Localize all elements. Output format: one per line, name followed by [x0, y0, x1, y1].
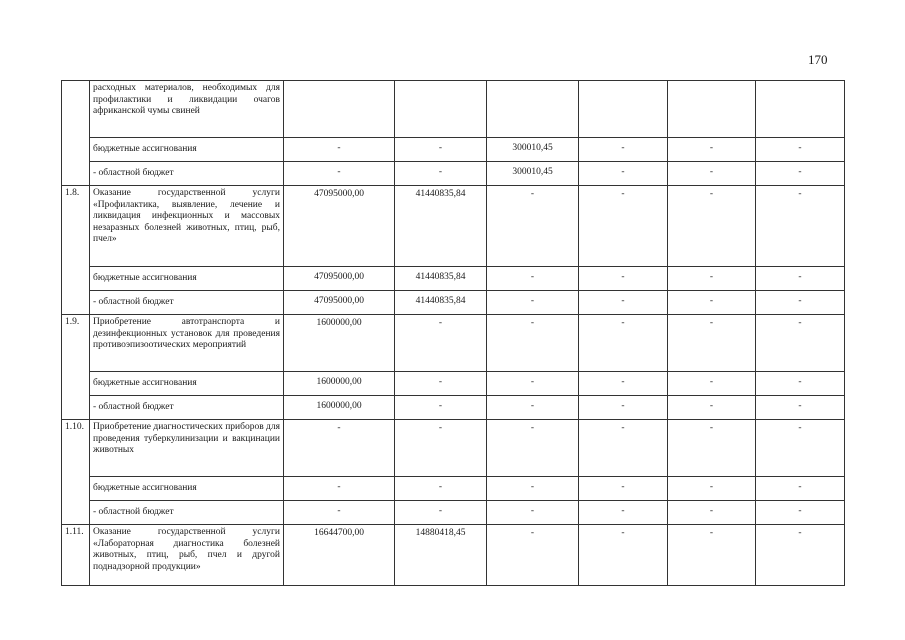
value-cell: -: [487, 501, 579, 525]
value-cell: -: [395, 138, 487, 162]
row-number: 1.11.: [62, 525, 90, 586]
value-cell: 1600000,00: [284, 372, 395, 396]
value-cell: [487, 81, 579, 138]
value-cell: 41440835,84: [395, 291, 487, 315]
row-number: 1.8.: [62, 186, 90, 315]
value-cell: -: [487, 372, 579, 396]
value-cell: 1600000,00: [284, 315, 395, 372]
value-cell: -: [579, 162, 668, 186]
value-cell: -: [487, 315, 579, 372]
value-cell: -: [487, 420, 579, 477]
table-row-sub: [62, 138, 845, 162]
budget-table: [61, 80, 845, 586]
value-cell: -: [756, 315, 845, 372]
funding-source: бюджетные ассигнования: [90, 138, 284, 162]
table-body: [62, 81, 845, 586]
funding-source: - областной бюджет: [90, 501, 284, 525]
value-cell: 1600000,00: [284, 396, 395, 420]
value-cell: -: [579, 138, 668, 162]
value-cell: 47095000,00: [284, 291, 395, 315]
value-cell: -: [395, 501, 487, 525]
table-row-sub: [62, 372, 845, 396]
value-cell: -: [284, 138, 395, 162]
value-cell: -: [579, 477, 668, 501]
row-number: [62, 81, 90, 186]
value-cell: [668, 81, 756, 138]
item-description: Оказание государственной услуги «Профилактика, выявление, лечение и ликвидация инфекционных и массовых незаразных болезней животных, птиц, рыб, пчел»: [90, 186, 284, 267]
value-cell: -: [487, 291, 579, 315]
table-row-sub: [62, 267, 845, 291]
value-cell: -: [579, 315, 668, 372]
value-cell: -: [284, 420, 395, 477]
value-cell: -: [395, 396, 487, 420]
value-cell: 47095000,00: [284, 186, 395, 267]
funding-source: бюджетные ассигнования: [90, 267, 284, 291]
value-cell: -: [487, 525, 579, 586]
value-cell: [284, 81, 395, 138]
value-cell: -: [395, 420, 487, 477]
value-cell: -: [756, 501, 845, 525]
value-cell: -: [668, 477, 756, 501]
funding-source: - областной бюджет: [90, 396, 284, 420]
table-row-item: [62, 186, 845, 267]
value-cell: 47095000,00: [284, 267, 395, 291]
item-description: расходных материалов, необходимых для профилактики и ликвидации очагов африканской чумы свиней: [90, 81, 284, 138]
value-cell: -: [756, 420, 845, 477]
value-cell: -: [487, 186, 579, 267]
table-row-sub: [62, 162, 845, 186]
value-cell: -: [756, 186, 845, 267]
value-cell: [579, 81, 668, 138]
value-cell: -: [487, 477, 579, 501]
value-cell: -: [756, 525, 845, 586]
table-row-item: [62, 525, 845, 586]
value-cell: 16644700,00: [284, 525, 395, 586]
row-number: 1.10.: [62, 420, 90, 525]
value-cell: 300010,45: [487, 162, 579, 186]
value-cell: -: [668, 186, 756, 267]
funding-source: бюджетные ассигнования: [90, 477, 284, 501]
value-cell: -: [487, 267, 579, 291]
value-cell: 41440835,84: [395, 267, 487, 291]
row-number: 1.9.: [62, 315, 90, 420]
value-cell: -: [756, 162, 845, 186]
value-cell: -: [668, 396, 756, 420]
value-cell: -: [579, 291, 668, 315]
value-cell: -: [756, 477, 845, 501]
value-cell: -: [668, 315, 756, 372]
value-cell: -: [668, 501, 756, 525]
value-cell: -: [579, 396, 668, 420]
value-cell: -: [487, 396, 579, 420]
value-cell: 300010,45: [487, 138, 579, 162]
value-cell: -: [579, 186, 668, 267]
value-cell: -: [668, 138, 756, 162]
item-description: Приобретение автотранспорта и дезинфекционных установок для проведения противоэпизоотических мероприятий: [90, 315, 284, 372]
value-cell: -: [756, 138, 845, 162]
table-row-item: [62, 81, 845, 138]
value-cell: -: [579, 525, 668, 586]
value-cell: -: [756, 267, 845, 291]
value-cell: -: [756, 291, 845, 315]
table-row-sub: [62, 291, 845, 315]
value-cell: [395, 81, 487, 138]
value-cell: -: [284, 477, 395, 501]
table-row-sub: [62, 501, 845, 525]
page-number: 170: [808, 52, 828, 67]
item-description: Оказание государственной услуги «Лабораторная диагностика болезней животных, птиц, рыб, пчел и другой поднадзорной продукции»: [90, 525, 284, 586]
funding-source: - областной бюджет: [90, 291, 284, 315]
value-cell: -: [395, 315, 487, 372]
funding-source: - областной бюджет: [90, 162, 284, 186]
value-cell: -: [284, 162, 395, 186]
value-cell: -: [668, 291, 756, 315]
table-row-sub: [62, 477, 845, 501]
funding-source: бюджетные ассигнования: [90, 372, 284, 396]
value-cell: -: [579, 501, 668, 525]
value-cell: [756, 81, 845, 138]
table-row-item: [62, 315, 845, 372]
value-cell: -: [756, 372, 845, 396]
value-cell: -: [395, 372, 487, 396]
value-cell: -: [395, 162, 487, 186]
value-cell: -: [395, 477, 487, 501]
value-cell: 41440835,84: [395, 186, 487, 267]
table-row-item: [62, 420, 845, 477]
value-cell: -: [668, 525, 756, 586]
value-cell: -: [668, 267, 756, 291]
value-cell: -: [668, 372, 756, 396]
item-description: Приобретение диагностических приборов для проведения туберкулинизации и вакцинации животных: [90, 420, 284, 477]
value-cell: -: [579, 420, 668, 477]
value-cell: -: [668, 420, 756, 477]
value-cell: -: [284, 501, 395, 525]
value-cell: -: [579, 372, 668, 396]
value-cell: -: [756, 396, 845, 420]
value-cell: -: [668, 162, 756, 186]
value-cell: -: [579, 267, 668, 291]
table-row-sub: [62, 396, 845, 420]
value-cell: 14880418,45: [395, 525, 487, 586]
